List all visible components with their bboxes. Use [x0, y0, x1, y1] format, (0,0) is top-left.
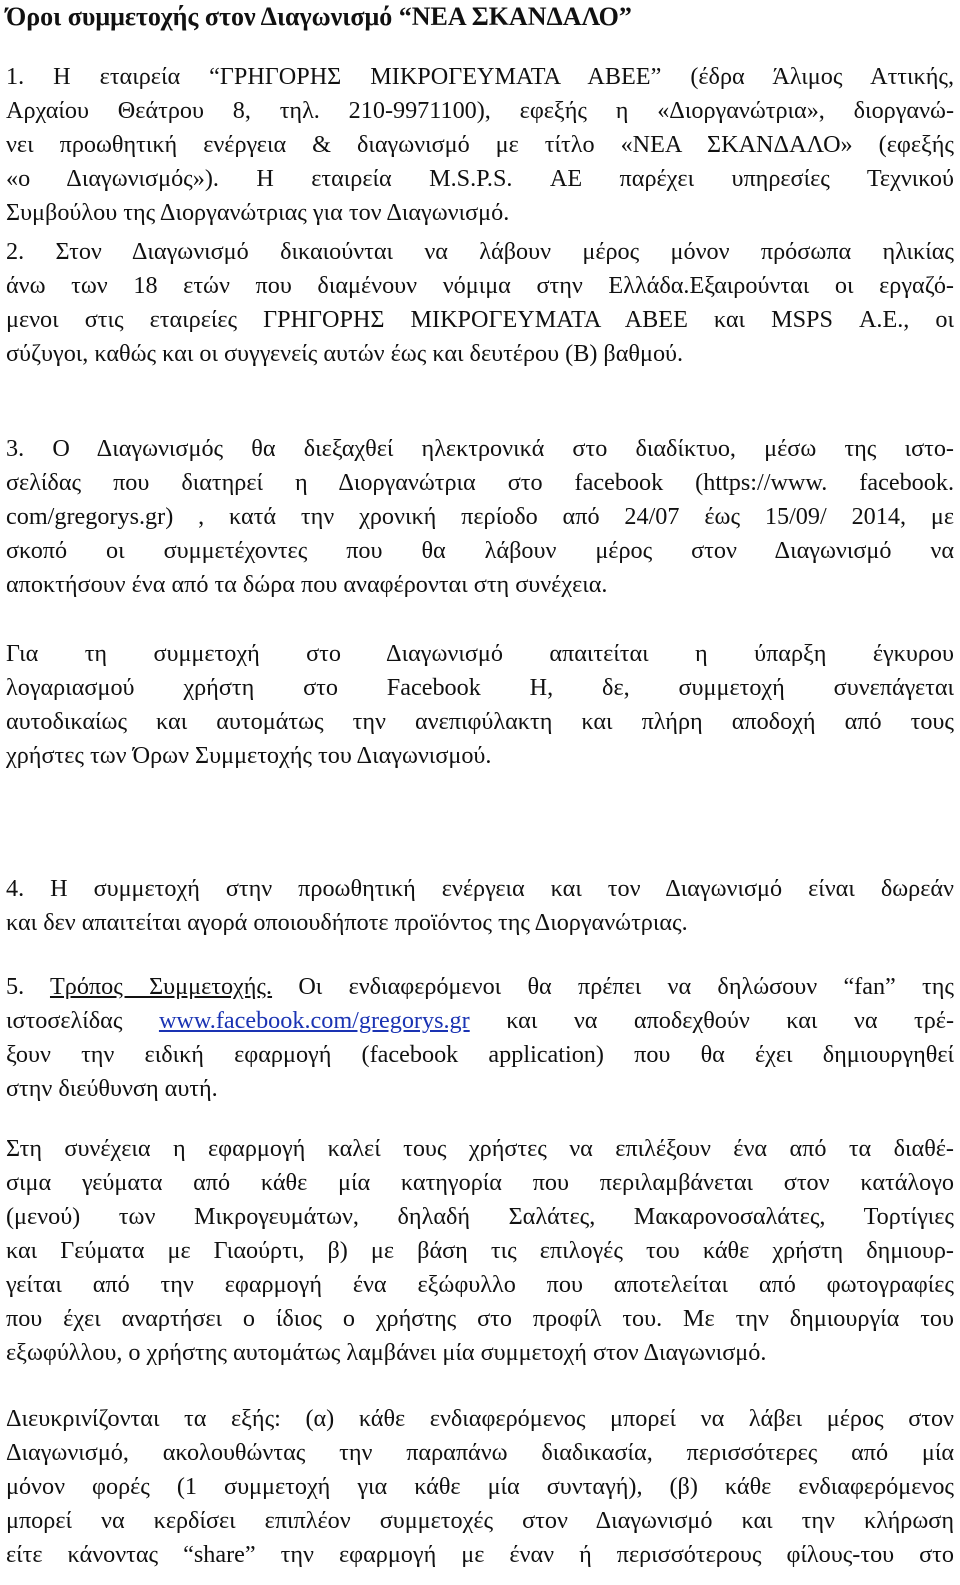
paragraph-6-line-2-post: και να αποδεχθούν και να τρέ-: [506, 1007, 954, 1034]
paragraph-1-line-1: 1. Η εταιρεία “ΓΡΗΓΟΡΗΣ ΜΙΚΡΟΓΕΥΜΑΤΑ ΑΒΕΕ” (έδρα Άλιμος Αττικής,: [6, 63, 954, 90]
paragraph-6: [6, 970, 954, 1106]
paragraph-7-line-1: Στη συνέχεια η εφαρμογή καλεί τους χρήστες να επιλέξουν ένα από τα διαθέ-: [6, 1135, 954, 1162]
paragraph-5: [6, 872, 954, 940]
paragraph-7-line-3: (μενού) των Μικρογευμάτων, δηλαδή Σαλάτες, Μακαρονοσαλάτες, Τορτίγιες: [6, 1203, 954, 1230]
paragraph-1-line-4: «ο Διαγωνισμός»). Η εταιρεία M.S.P.S. ΑΕ παρέχει υπηρεσίες Τεχνικού: [6, 165, 954, 192]
paragraph-3-line-2: σελίδας που διατηρεί η Διοργανώτρια στο facebook (https://www. facebook.: [6, 469, 954, 496]
paragraph-6-line-1-rest: Οι ενδιαφερόμενοι θα πρέπει να δηλώσουν “fan” της: [298, 973, 955, 1000]
paragraph-4-line-4: χρήστες των Όρων Συμμετοχής του Διαγωνισμού.: [6, 742, 492, 769]
paragraph-3-line-5: αποκτήσουν ένα από τα δώρα που αναφέρονται στη συνέχεια.: [6, 571, 608, 598]
paragraph-8-line-5: είτε κάνοντας “share” την εφαρμογή με έναν ή περισσότερους φίλους-του στο: [6, 1541, 954, 1568]
facebook-page-link[interactable]: www.facebook.com/gregorys.gr: [158, 1007, 470, 1034]
paragraph-8-line-1: Διευκρινίζονται τα εξής: (α) κάθε ενδιαφερόμενος μπορεί να λάβει μέρος στον: [6, 1405, 954, 1432]
paragraph-7-line-6: που έχει αναρτήσει ο ίδιος ο χρήστης στο προφίλ του. Με την δημιουργία του: [6, 1305, 954, 1332]
paragraph-4: [6, 637, 954, 773]
paragraph-1-line-3: νει προωθητική ενέργεια & διαγωνισμό με τίτλο «ΝΕΑ ΣΚΑΝΔΑΛΟ» (εφεξής: [6, 131, 954, 158]
paragraph-3: [6, 432, 954, 602]
paragraph-3-line-4: σκοπό οι συμμετέχοντες που θα λάβουν μέρος στον Διαγωνισμό να: [6, 537, 954, 564]
paragraph-7-line-5: γείται από την εφαρμογή ένα εξώφυλλο που αποτελείται από φωτογραφίες: [6, 1271, 954, 1298]
paragraph-4-line-3: αυτοδικαίως και αυτομάτως την ανεπιφύλακτη και πλήρη αποδοχή από τους: [6, 708, 954, 735]
paragraph-7: [6, 1132, 954, 1370]
paragraph-2-line-3: μενοι στις εταιρείες ΓΡΗΓΟΡΗΣ ΜΙΚΡΟΓΕΥΜΑΤΑ ΑΒΕΕ και MSPS Α.Ε., οι: [6, 306, 954, 333]
paragraph-5-line-2: και δεν απαιτείται αγορά οποιουδήποτε προϊόντος της Διοργανώτριας.: [6, 909, 688, 936]
paragraph-1-line-5: Συμβούλου της Διοργανώτριας για τον Διαγωνισμό.: [6, 199, 510, 226]
paragraph-2-line-4: σύζυγοι, καθώς και οι συγγενείς αυτών έως και δευτέρου (Β) βαθμού.: [6, 340, 684, 367]
paragraph-7-line-4: και Γεύματα με Γιαούρτι, β) με βάση τις επιλογές του κάθε χρήστη δημιουρ-: [6, 1237, 954, 1264]
paragraph-6-line-3: ξουν την ειδική εφαρμογή (facebook application) που θα έχει δημιουργηθεί: [6, 1041, 954, 1068]
paragraph-3-line-1: 3. Ο Διαγωνισμός θα διεξαχθεί ηλεκτρονικά στο διαδίκτυο, μέσω της ιστο-: [6, 435, 954, 462]
paragraph-1: [6, 60, 954, 230]
paragraph-8-line-3: μόνον φορές (1 συμμετοχή για κάθε μία συνταγή), (β) κάθε ενδιαφερόμενος: [6, 1473, 954, 1500]
paragraph-8-line-2: Διαγωνισμό, ακολουθώντας την παραπάνω διαδικασία, περισσότερες από μία: [6, 1439, 954, 1466]
document-title: Όροι συμμετοχής στον Διαγωνισμό “ΝΕΑ ΣΚΑΝΔΑΛΟ”: [6, 2, 632, 31]
paragraph-1-line-2: Αρχαίου Θεάτρου 8, τηλ. 210-9971100), εφεξής η «Διοργανώτρια», διοργανώ-: [6, 97, 954, 124]
paragraph-5-line-1: 4. Η συμμετοχή στην προωθητική ενέργεια και τον Διαγωνισμό είναι δωρεάν: [6, 875, 954, 902]
paragraph-2-line-1: 2. Στον Διαγωνισμό δικαιούνται να λάβουν μέρος μόνον πρόσωπα ηλικίας: [6, 238, 954, 265]
paragraph-8-line-4: μπορεί να κερδίσει επιπλέον συμμετοχές στον Διαγωνισμό και την κλήρωση: [6, 1507, 954, 1534]
paragraph-4-line-2: λογαριασμού χρήστη στο Facebook Η, δε, συμμετοχή συνεπάγεται: [6, 674, 954, 701]
paragraph-2: [6, 235, 954, 371]
paragraph-6-line-2: [6, 1004, 954, 1038]
paragraph-4-line-1: Για τη συμμετοχή στο Διαγωνισμό απαιτείται η ύπαρξη έγκυρου: [6, 640, 954, 667]
paragraph-6-line-2-pre: ιστοσελίδας: [6, 1007, 123, 1034]
item-number: 5.: [6, 973, 25, 1000]
paragraph-6-line-4: στην διεύθυνση αυτή.: [6, 1075, 218, 1102]
paragraph-2-line-2: άνω των 18 ετών που διαμένουν νόμιμα στην Ελλάδα.Εξαιρούνται οι εργαζό-: [6, 272, 954, 299]
paragraph-6-line-1: [6, 970, 954, 1004]
paragraph-3-line-3: com/gregorys.gr) , κατά την χρονική περίοδο από 24/07 έως 15/09/ 2014, με: [6, 503, 954, 530]
paragraph-8: [6, 1402, 954, 1572]
participation-heading: Τρόπος Συμμετοχής.: [49, 973, 273, 1000]
paragraph-7-line-2: σιμα γεύματα από κάθε μία κατηγορία που περιλαμβάνεται στον κατάλογο: [6, 1169, 954, 1196]
paragraph-7-line-7: εξωφύλλου, ο χρήστης αυτομάτως λαμβάνει μία συμμετοχή στον Διαγωνισμό.: [6, 1339, 767, 1366]
